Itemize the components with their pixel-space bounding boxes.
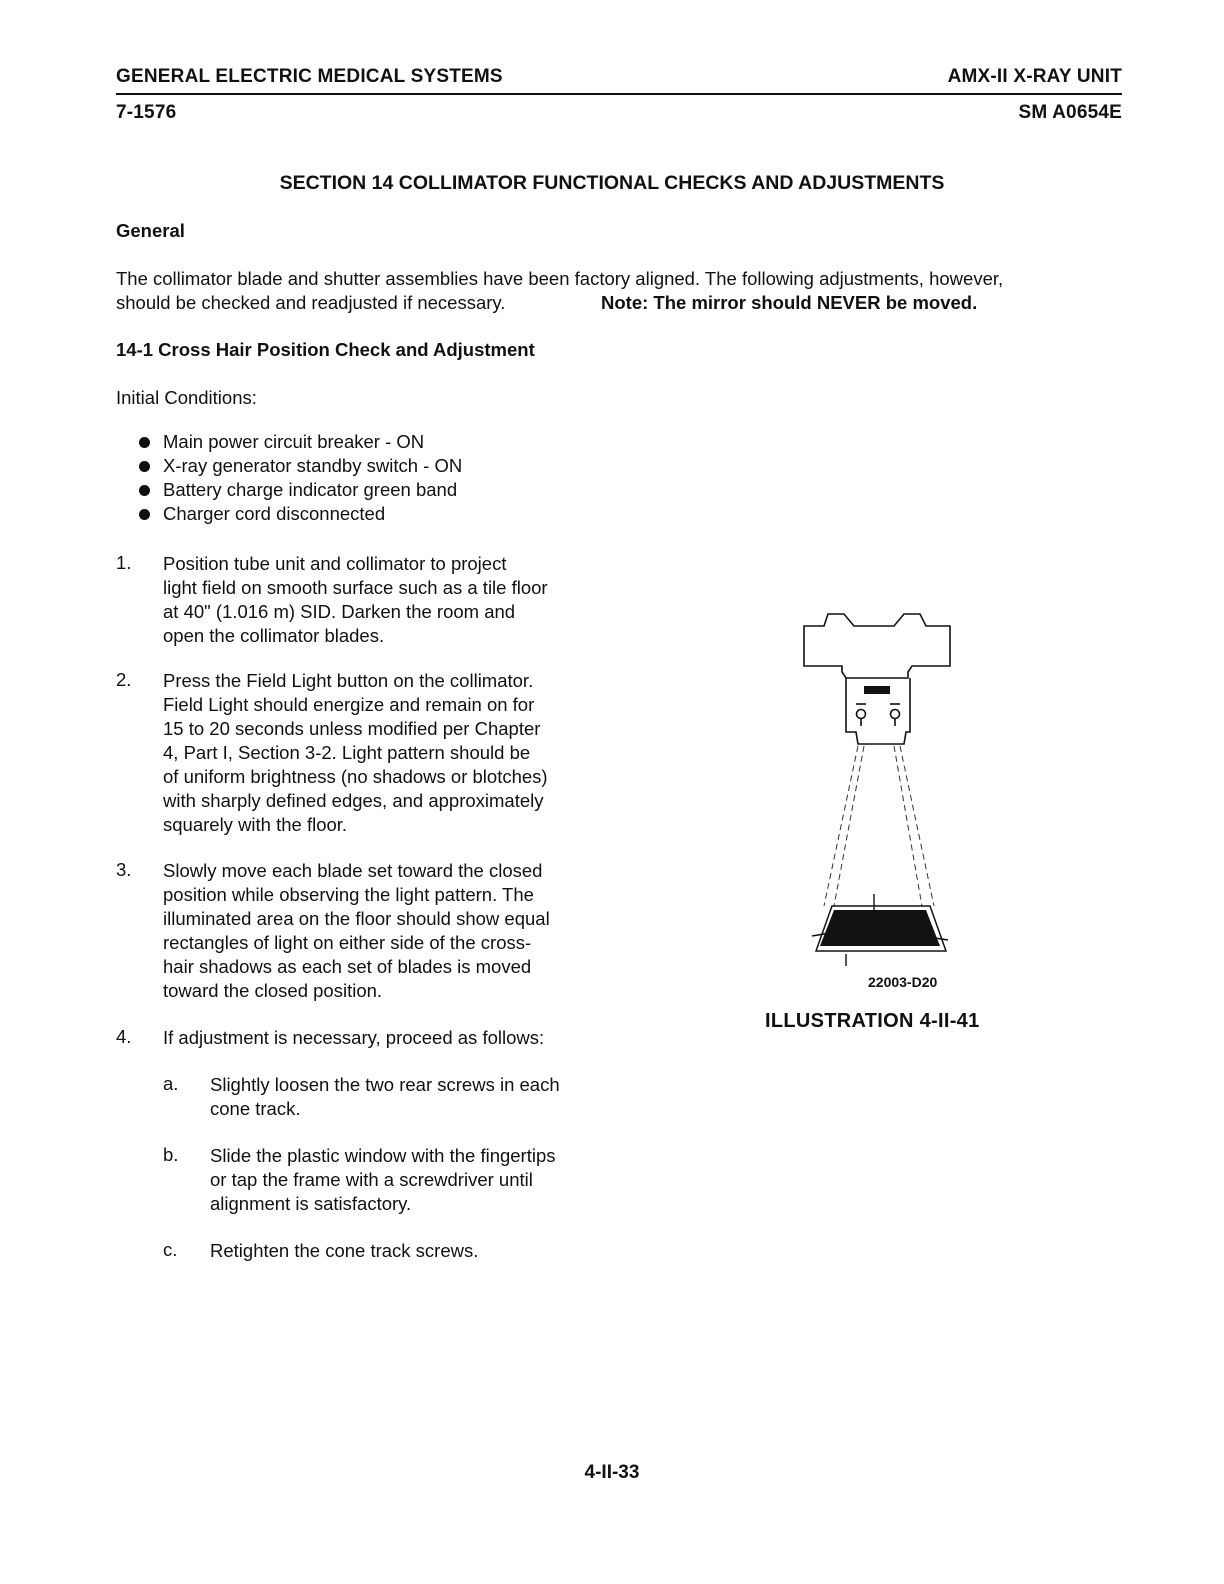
general-paragraph-line1: The collimator blade and shutter assemblies have been factory aligned. The following adjustments, however, — [116, 268, 1004, 289]
field-light-label-icon — [864, 686, 890, 694]
step-2-text: Press the Field Light button on the collimator. Field Light should energize and remain on for 15 to 20 seconds unless modified per Chapter 4, Part I, Section 3-2. Light pattern should be of uniform brightness (no shadows or blotches) with sharply defined edges, and approximately squarely with the floor. — [163, 670, 548, 835]
right-knob-icon — [891, 710, 900, 719]
general-heading: General — [116, 220, 185, 241]
left-knob-icon — [857, 710, 866, 719]
illustration-caption: ILLUSTRATION 4-II-41 — [765, 1010, 980, 1032]
header-doc-number: 7-1576 — [116, 102, 177, 123]
bullet-icon — [139, 485, 150, 496]
list-item: Charger cord disconnected — [136, 502, 462, 526]
figure-id: 22003-D20 — [868, 974, 938, 990]
header-rule — [116, 93, 1122, 95]
step-4-text: If adjustment is necessary, proceed as follows: — [163, 1027, 545, 1048]
substep-b-text: Slide the plastic window with the fingertips or tap the frame with a screwdriver until alignment is satisfactory. — [210, 1145, 556, 1214]
step-1-text: Position tube unit and collimator to project light field on smooth surface such as a tile floor at 40" (1.016 m) SID. Darken the room and open the collimator blades. — [163, 553, 548, 646]
substep-a-text: Slightly loosen the two rear screws in each cone track. — [210, 1074, 560, 1119]
general-paragraph-line2: should be checked and readjusted if necessary. — [116, 292, 506, 313]
conditions-list — [136, 430, 462, 526]
subsection-heading: 14-1 Cross Hair Position Check and Adjustment — [116, 339, 535, 360]
page-number: 4-II-33 — [584, 1462, 640, 1483]
substep-b-letter: b. — [163, 1144, 179, 1165]
step-2-number: 2. — [116, 669, 132, 690]
tube-housing-shape — [804, 614, 950, 678]
bullet-icon — [139, 437, 150, 448]
section-title: SECTION 14 COLLIMATOR FUNCTIONAL CHECKS AND ADJUSTMENTS — [279, 172, 945, 194]
header-sm-number: SM A0654E — [1018, 102, 1122, 123]
step-3-number: 3. — [116, 859, 132, 880]
step-1-number: 1. — [116, 552, 132, 573]
header-company: GENERAL ELECTRIC MEDICAL SYSTEMS — [116, 66, 503, 87]
header-product: AMX-II X-RAY UNIT — [947, 66, 1122, 87]
substep-a-letter: a. — [163, 1073, 179, 1094]
general-note: Note: The mirror should NEVER be moved. — [601, 292, 978, 313]
initial-conditions-label: Initial Conditions: — [116, 387, 257, 408]
light-field-shape — [820, 910, 940, 946]
bullet-icon — [139, 509, 150, 520]
list-item: Main power circuit breaker - ON — [136, 430, 462, 454]
substep-c-letter: c. — [163, 1239, 178, 1260]
bullet-icon — [139, 461, 150, 472]
collimator-illustration — [796, 606, 966, 976]
substep-c-text: Retighten the cone track screws. — [210, 1240, 479, 1261]
list-item: X-ray generator standby switch - ON — [136, 454, 462, 478]
step-3-text: Slowly move each blade set toward the closed position while observing the light pattern. The illuminated area on the floor should show equal rectangles of light on either side of the cross- hair shadows as each set of blades is moved toward the closed position. — [163, 860, 550, 1001]
list-item: Battery charge indicator green band — [136, 478, 462, 502]
step-4-number: 4. — [116, 1026, 132, 1047]
